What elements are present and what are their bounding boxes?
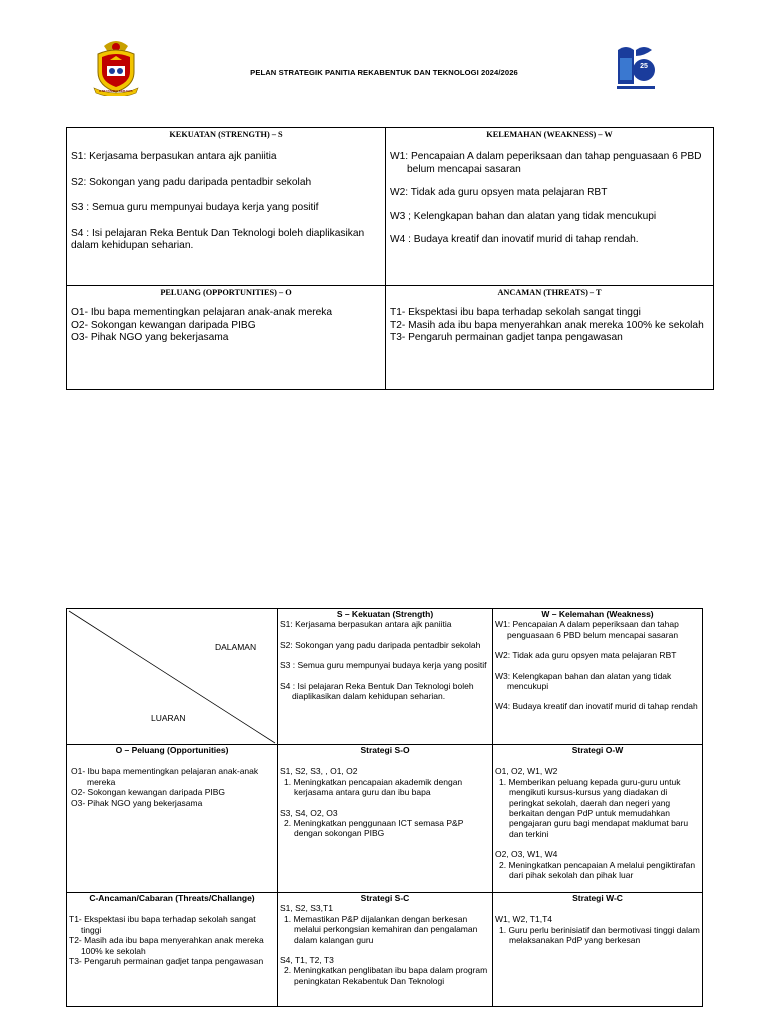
school-logo xyxy=(90,38,142,96)
opportunities-heading: PELUANG (OPPORTUNITIES) – O xyxy=(160,288,292,297)
strategy-text: 1. Meningkatkan pencapaian akademik dengan kerjasama antara guru dan ibu bapa xyxy=(284,776,463,798)
strategy-ref: S1, S2, S3, , O1, O2 xyxy=(280,766,358,777)
strategy-text: 2. Meningkatkan pencapaian A melalui pengiktirafan dari pihak sekolah dan pihak luar xyxy=(499,859,696,881)
opportunity-item: O1- Ibu bapa mementingkan pelajaran anak-anak mereka xyxy=(71,307,333,318)
swot-table xyxy=(66,127,714,390)
weakness-column-cell xyxy=(493,609,703,745)
strategy-text: 1. Memberikan peluang kepada guru-guru untuk mengikuti kursus-kursus yang diadakan di peringkat sekolah, daerah dan negeri yang berkaitan dengan PdP untuk memudahkan pengajaran guru bagi mendapat maklumat baru dan terkini xyxy=(499,776,689,839)
threats-heading: ANCAMAN (THREATS) – T xyxy=(497,288,602,297)
threat-item: T3- Pengaruh permainan gadjet tanpa pengawasan xyxy=(390,332,623,343)
threats-row-heading: C-Ancaman/Cabaran (Threats/Challange) xyxy=(89,893,255,903)
strength-item: S3 : Semua guru mempunyai budaya kerja yang positif xyxy=(280,660,487,671)
strategy-wc-cell xyxy=(493,893,703,1007)
strategy-matrix xyxy=(66,608,703,1007)
strategy-ref: S4, T1, T2, T3 xyxy=(280,955,334,966)
threat-item: T3- Pengaruh permainan gadjet tanpa pengawasan xyxy=(69,956,264,967)
strategy-ow-cell xyxy=(493,745,703,893)
opportunity-item: O2- Sokongan kewangan daripada PIBG xyxy=(71,787,226,798)
threat-item: T1- Ekspektasi ibu bapa terhadap sekolah sangat tinggi xyxy=(69,914,256,935)
opportunities-cell xyxy=(67,286,386,390)
opportunity-item: O2- Sokongan kewangan daripada PIBG xyxy=(71,319,256,331)
strength-column-heading: S – Kekuatan (Strength) xyxy=(336,609,434,619)
weakness-item: W3: Kelengkapan bahan dan alatan yang tidak mencukupi xyxy=(495,670,672,692)
weakness-item: W2: Tidak ada guru opsyen mata pelajaran RBT xyxy=(495,650,677,661)
diagonal-divider xyxy=(67,609,277,745)
strategy-text: 2. Meningkatkan penggunaan ICT semasa P&P dengan sokongan PIBG xyxy=(284,818,464,839)
strength-cell xyxy=(67,128,386,286)
strategy-text: 2. Meningkatkan penglibatan ibu bapa dalam program peningkatan Rekabentuk Dan Teknologi xyxy=(284,965,488,986)
strategy-wc-heading: Strategi W-C xyxy=(572,893,623,903)
school-motto: ILMU PANDU KERJAYA xyxy=(99,89,133,93)
anniversary-logo xyxy=(614,44,658,96)
corner-label-luaran: LUARAN xyxy=(151,713,186,723)
opportunity-item: O3- Pihak NGO yang bekerjasama xyxy=(71,797,203,808)
strategy-so-cell xyxy=(278,745,493,893)
strategy-so-heading: Strategi S-O xyxy=(360,745,410,755)
strength-item: S2: Sokongan yang padu daripada pentadbir sekolah xyxy=(280,639,481,650)
opportunity-item: O1- Ibu bapa mementingkan pelajaran anak-anak mereka xyxy=(71,766,259,787)
strength-item: S4 : Isi pelajaran Reka Bentuk Dan Teknologi boleh diaplikasikan dalam kehidupan seharian. xyxy=(280,680,474,702)
weakness-item: W4 : Budaya kreatif dan inovatif murid di tahap rendah. xyxy=(390,234,639,245)
strategy-ref: S1, S2, S3,T1 xyxy=(280,903,333,914)
strength-heading: KEKUATAN (STRENGTH) – S xyxy=(169,130,283,139)
weakness-item: W1: Pencapaian A dalam peperiksaan dan tahap penguasaan 6 PBD belum mencapai sasaran xyxy=(390,151,702,175)
weakness-heading: KELEMAHAN (WEAKNESS) – W xyxy=(486,130,613,139)
strength-item: S2: Sokongan yang padu daripada pentadbir sekolah xyxy=(71,176,312,188)
strategy-sc-cell xyxy=(278,893,493,1007)
strength-item: S3 : Semua guru mempunyai budaya kerja yang positif xyxy=(71,202,319,213)
strategy-sc-heading: Strategi S-C xyxy=(360,893,410,903)
weakness-cell xyxy=(386,128,714,286)
weakness-item: W4: Budaya kreatif dan inovatif murid di tahap rendah xyxy=(495,701,698,712)
strategy-text: 1. Memastikan P&P dijalankan dengan berkesan melalui perkongsian kemahiran dan pengalaman dalam kalangan guru xyxy=(284,913,478,945)
threats-cell xyxy=(386,286,714,390)
threat-item: T1- Ekspektasi ibu bapa terhadap sekolah sangat tinggi xyxy=(390,307,641,318)
strategy-ref: O2, O3, W1, W4 xyxy=(495,849,558,860)
threat-item: T2- Masih ada ibu bapa menyerahkan anak mereka 100% ke sekolah xyxy=(69,935,264,956)
document-title: PELAN STRATEGIK PANITIA REKABENTUK DAN TEKNOLOGI 2024/2026 xyxy=(250,68,518,77)
strategy-ref: O1, O2, W1, W2 xyxy=(495,766,558,777)
matrix-corner-cell xyxy=(67,609,278,745)
strength-item: S1: Kerjasama berpasukan antara ajk paniitia xyxy=(71,151,277,162)
weakness-item: W1: Pencapaian A dalam peperiksaan dan tahap penguasaan 6 PBD belum mencapai sasaran xyxy=(495,619,679,640)
strategy-ow-heading: Strategi O-W xyxy=(571,745,624,755)
opportunities-row-cell xyxy=(67,745,278,893)
opportunities-row-heading: O – Peluang (Opportunities) xyxy=(115,745,229,755)
threat-item: T2- Masih ada ibu bapa menyerahkan anak mereka 100% ke sekolah xyxy=(390,319,704,331)
strength-column-cell xyxy=(278,609,493,745)
weakness-item: W3 ; Kelengkapan bahan dan alatan yang tidak mencukupi xyxy=(390,210,657,222)
weakness-item: W2: Tidak ada guru opsyen mata pelajaran RBT xyxy=(390,187,608,198)
strength-item: S4 : Isi pelajaran Reka Bentuk Dan Teknologi boleh diaplikasikan dalam kehidupan seharian. xyxy=(71,227,365,251)
strategy-text: 1. Guru perlu berinisiatif dan bermotivasi tinggi dalam melaksanakan PdP yang berkesan xyxy=(499,924,700,946)
strength-item: S1: Kerjasama berpasukan antara ajk paniitia xyxy=(280,619,452,630)
corner-label-dalaman: DALAMAN xyxy=(215,642,257,652)
anniversary-number: 25 xyxy=(640,63,648,70)
weakness-column-heading: W – Kelemahan (Weakness) xyxy=(541,609,654,619)
strategy-ref: W1, W2, T1,T4 xyxy=(495,914,552,925)
opportunity-item: O3- Pihak NGO yang bekerjasama xyxy=(71,332,229,343)
threats-row-cell xyxy=(67,893,278,1007)
strategy-ref: S3, S4, O2, O3 xyxy=(280,807,338,818)
